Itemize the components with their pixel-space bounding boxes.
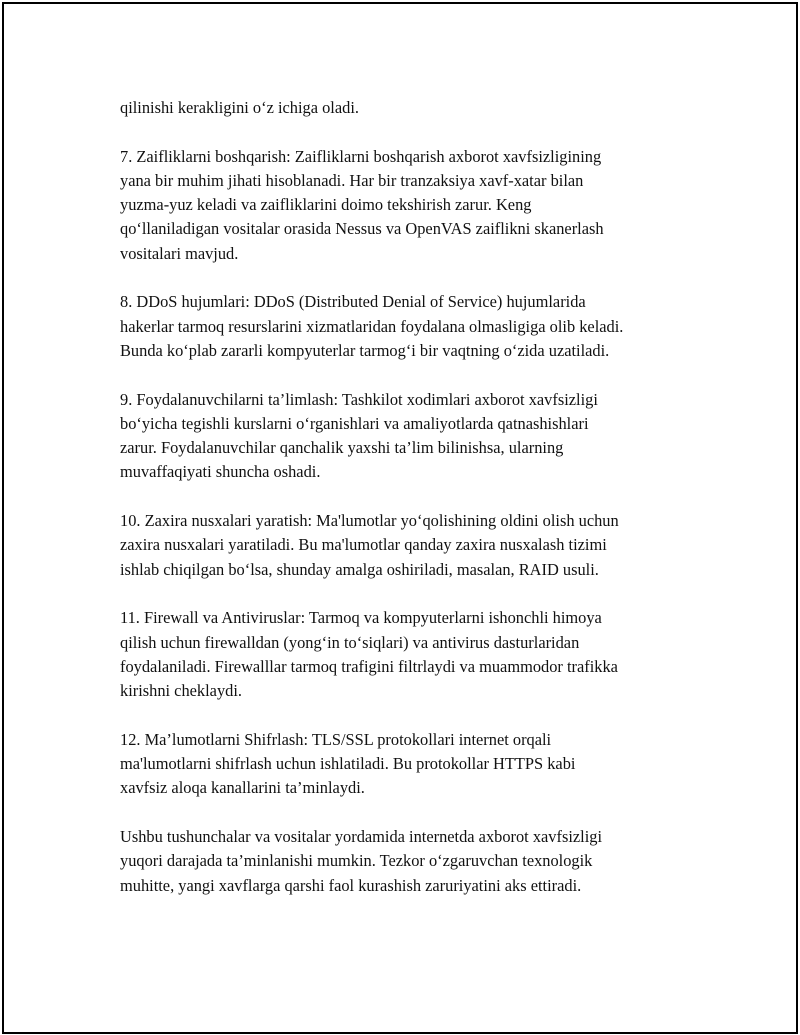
paragraph [120, 145, 720, 266]
text-line: vositalari mavjud. [120, 243, 239, 263]
text-line: foydalaniladi. Firewalllar tarmoq trafigini filtrlaydi va muammodor trafikka [120, 656, 618, 676]
text-line: muvaffaqiyati shuncha oshadi. [120, 462, 321, 482]
text-line: xavfsiz aloqa kanallarini ta’minlaydi. [120, 778, 365, 798]
paragraph [120, 509, 720, 582]
paragraph [120, 96, 720, 120]
text-line: 11. Firewall va Antiviruslar: Tarmoq va kompyuterlarni ishonchli himoya [120, 608, 602, 628]
text-line: Ushbu tushunchalar va vositalar yordamida internetda axborot xavfsizligi [120, 826, 603, 846]
paragraph [120, 388, 720, 485]
text-line: 9. Foydalanuvchilarni ta’limlash: Tashkilot xodimlari axborot xavfsizligi [120, 389, 598, 409]
paragraph [120, 606, 720, 703]
text-line: ma'lumotlarni shifrlash uchun ishlatiladi. Bu protokollar HTTPS kabi [120, 754, 576, 774]
text-line: 8. DDoS hujumlari: DDoS (Distributed Denial of Service) hujumlarida [120, 292, 586, 312]
document-body [120, 96, 720, 922]
text-line: 12. Ma’lumotlarni Shifrlash: TLS/SSL protokollari internet orqali [120, 729, 552, 749]
text-line: muhitte, yangi xavflarga qarshi faol kurashish zaruriyatini aks ettiradi. [120, 875, 582, 895]
text-line: yana bir muhim jihati hisoblanadi. Har bir tranzaksiya xavf-xatar bilan [120, 170, 584, 190]
paragraph [120, 825, 720, 898]
document-page [2, 2, 798, 1034]
text-line: yuzma-yuz keladi va zaifliklarini doimo tekshirish zarur. Keng [120, 195, 532, 215]
text-line: yuqori darajada ta’minlanishi mumkin. Tezkor oʻzgaruvchan texnologik [120, 851, 593, 871]
text-line: 10. Zaxira nusxalari yaratish: Ma'lumotlar yoʻqolishining oldini olish uchun [120, 511, 619, 531]
text-line: hakerlar tarmoq resurslarini xizmatlaridan foydalana olmasligiga olib keladi. [120, 316, 624, 336]
text-line: Bunda koʻplab zararli kompyuterlar tarmogʻi bir vaqtning oʻzida uzatiladi. [120, 340, 610, 360]
text-line: kirishni cheklaydi. [120, 681, 242, 701]
text-line: ishlab chiqilgan boʻlsa, shunday amalga oshiriladi, masalan, RAID usuli. [120, 559, 599, 579]
text-line: boʻyicha tegishli kurslarni oʻrganishlari va amaliyotlarda qatnashishlari [120, 413, 589, 433]
text-line: qilinishi kerakligini oʻz ichiga oladi. [120, 98, 359, 117]
paragraph [120, 290, 720, 363]
text-line: zarur. Foydalanuvchilar qanchalik yaxshi ta’lim bilinishsa, ularning [120, 438, 564, 458]
text-line: 7. Zaifliklarni boshqarish: Zaifliklarni boshqarish axborot xavfsizligining [120, 146, 602, 166]
text-line: qilish uchun firewalldan (yongʻin toʻsiqlari) va antivirus dasturlaridan [120, 632, 580, 652]
paragraph [120, 728, 720, 801]
text-line: qoʻllaniladigan vositalar orasida Nessus va OpenVAS zaiflikni skanerlash [120, 219, 604, 239]
text-line: zaxira nusxalari yaratiladi. Bu ma'lumotlar qanday zaxira nusxalash tizimi [120, 535, 607, 555]
